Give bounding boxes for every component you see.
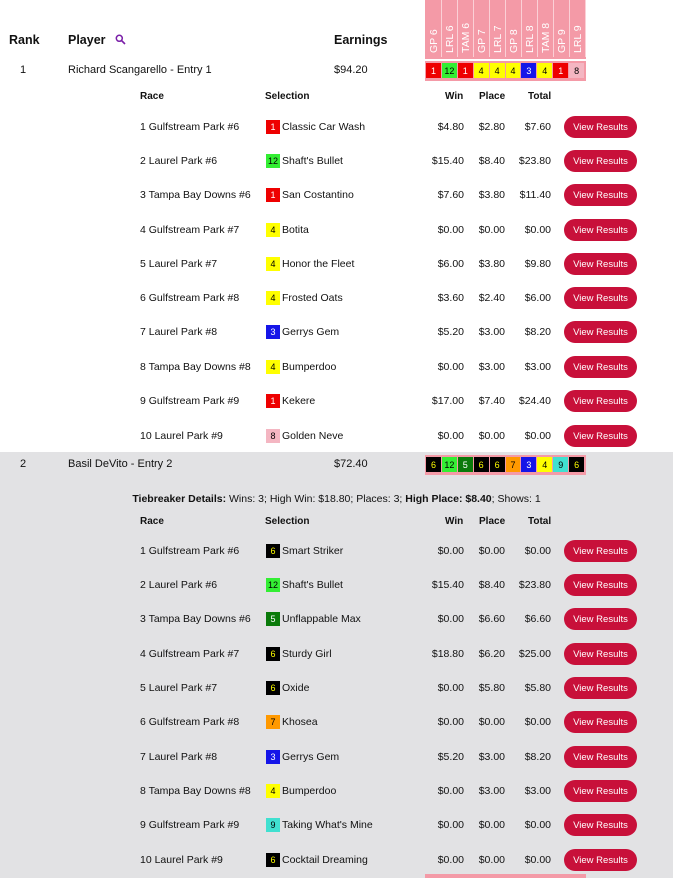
horse-name: Honor the Fleet xyxy=(282,258,355,270)
win-amount: $18.80 xyxy=(431,648,464,660)
win-amount: $0.00 xyxy=(437,613,464,625)
win-amount: $0.00 xyxy=(437,361,464,373)
race-result-row xyxy=(0,390,673,412)
entry-picks xyxy=(425,455,586,475)
entry-rank: 2 xyxy=(20,458,27,470)
selection xyxy=(266,612,361,626)
pick-number-badge: 4 xyxy=(490,63,505,78)
selection-number-badge: 9 xyxy=(266,818,280,832)
view-results-button[interactable]: View Results xyxy=(564,390,637,412)
entry-player-name: Richard Scangarello - Entry 1 xyxy=(68,64,212,76)
view-results-button[interactable]: View Results xyxy=(564,184,637,206)
race-header xyxy=(490,0,506,57)
race-result-row xyxy=(0,116,673,138)
selection-number-badge: 8 xyxy=(266,429,280,443)
view-results-button[interactable]: View Results xyxy=(564,116,637,138)
selection-number-badge: 4 xyxy=(266,784,280,798)
view-results-button[interactable]: View Results xyxy=(564,643,637,665)
win-amount: $15.40 xyxy=(431,579,464,591)
place-column-label: Place xyxy=(479,91,506,102)
race-name: 1 Gulfstream Park #6 xyxy=(140,545,240,557)
race-result-row xyxy=(0,677,673,699)
race-details-header xyxy=(0,91,673,105)
selection-number-badge: 1 xyxy=(266,120,280,134)
entry-player-name: Basil DeVito - Entry 2 xyxy=(68,458,173,470)
total-amount: $3.00 xyxy=(524,785,551,797)
selection xyxy=(266,325,339,339)
selection xyxy=(266,818,373,832)
pick-number-badge: 12 xyxy=(442,457,457,472)
race-name: 4 Gulfstream Park #7 xyxy=(140,224,240,236)
horse-name: Khosea xyxy=(282,716,318,728)
selection-number-badge: 1 xyxy=(266,394,280,408)
view-results-button[interactable]: View Results xyxy=(564,321,637,343)
total-amount: $8.20 xyxy=(524,751,551,763)
selection xyxy=(266,291,343,305)
place-amount: $0.00 xyxy=(478,545,505,557)
race-name: 8 Tampa Bay Downs #8 xyxy=(140,361,251,373)
selection-number-badge: 3 xyxy=(266,325,280,339)
race-header-label: TAM 8 xyxy=(539,22,552,53)
view-results-button[interactable]: View Results xyxy=(564,219,637,241)
total-amount: $7.60 xyxy=(524,121,551,133)
race-header xyxy=(442,0,458,57)
race-name: 5 Laurel Park #7 xyxy=(140,258,218,270)
total-amount: $0.00 xyxy=(524,545,551,557)
view-results-button[interactable]: View Results xyxy=(564,746,637,768)
pick-number-badge: 6 xyxy=(569,457,584,472)
win-amount: $6.00 xyxy=(437,258,464,270)
win-amount: $4.80 xyxy=(437,121,464,133)
pick-number-badge: 12 xyxy=(442,63,457,78)
win-amount: $0.00 xyxy=(437,224,464,236)
view-results-button[interactable]: View Results xyxy=(564,253,637,275)
horse-name: Shaft's Bullet xyxy=(282,155,343,167)
entry-summary-row[interactable] xyxy=(0,455,673,475)
tiebreaker-label: Tiebreaker Details: xyxy=(132,493,227,505)
race-result-row xyxy=(0,253,673,275)
entry-earnings: $72.40 xyxy=(334,458,368,470)
race-result-row xyxy=(0,184,673,206)
horse-name: Oxide xyxy=(282,682,310,694)
race-result-row xyxy=(0,780,673,802)
earnings-column-header[interactable]: Earnings xyxy=(334,33,388,47)
selection-column-label: Selection xyxy=(265,91,310,102)
selection-number-badge: 6 xyxy=(266,647,280,661)
pick-number-badge: 4 xyxy=(537,63,552,78)
race-result-row xyxy=(0,608,673,630)
player-column-label: Player xyxy=(68,33,106,47)
race-details-header xyxy=(0,516,673,530)
place-amount: $3.80 xyxy=(478,189,505,201)
view-results-button[interactable]: View Results xyxy=(564,677,637,699)
horse-name: Frosted Oats xyxy=(282,292,343,304)
selection xyxy=(266,647,332,661)
total-amount: $0.00 xyxy=(524,819,551,831)
win-amount: $7.60 xyxy=(437,189,464,201)
horse-name: Golden Neve xyxy=(282,430,344,442)
view-results-button[interactable]: View Results xyxy=(564,780,637,802)
pick-number-badge: 8 xyxy=(569,63,584,78)
leaderboard-entry xyxy=(0,59,673,452)
total-amount: $6.60 xyxy=(524,613,551,625)
selection-number-badge: 12 xyxy=(267,156,278,166)
place-amount: $2.80 xyxy=(478,121,505,133)
total-amount: $0.00 xyxy=(524,224,551,236)
tiebreaker-details xyxy=(0,493,673,505)
view-results-button[interactable]: View Results xyxy=(564,849,637,871)
selection xyxy=(266,784,336,798)
pick-number-badge: 9 xyxy=(553,457,568,472)
race-header xyxy=(426,0,442,57)
total-amount: $3.00 xyxy=(524,361,551,373)
total-amount: $6.00 xyxy=(524,292,551,304)
race-name: 5 Laurel Park #7 xyxy=(140,682,218,694)
race-name: 2 Laurel Park #6 xyxy=(140,155,218,167)
place-amount: $0.00 xyxy=(478,819,505,831)
race-header xyxy=(506,0,522,57)
total-column-label: Total xyxy=(528,91,552,102)
total-amount: $0.00 xyxy=(524,430,551,442)
entry-rank: 1 xyxy=(20,64,27,76)
race-header xyxy=(458,0,474,57)
total-amount: $25.00 xyxy=(518,648,551,660)
total-amount: $9.80 xyxy=(524,258,551,270)
win-amount: $3.60 xyxy=(437,292,464,304)
win-amount: $5.20 xyxy=(437,326,464,338)
pick-number-badge: 1 xyxy=(426,63,441,78)
horse-name: Classic Car Wash xyxy=(282,121,366,133)
race-name: 1 Gulfstream Park #6 xyxy=(140,121,240,133)
horse-name: Cocktail Dreaming xyxy=(282,854,368,866)
race-header-label: TAM 6 xyxy=(459,22,472,53)
race-result-row xyxy=(0,711,673,733)
selection xyxy=(266,681,309,695)
view-results-button[interactable]: View Results xyxy=(564,540,637,562)
race-result-row xyxy=(0,356,673,378)
selection-number-badge: 5 xyxy=(266,612,280,626)
selection xyxy=(266,257,354,271)
view-results-button[interactable]: View Results xyxy=(564,814,637,836)
selection-number-badge: 12 xyxy=(267,580,278,590)
race-name: 7 Laurel Park #8 xyxy=(140,326,218,338)
win-column-label: Win xyxy=(445,91,464,102)
pick-number-badge: 4 xyxy=(474,63,489,78)
race-result-row xyxy=(0,746,673,768)
place-column-label: Place xyxy=(479,516,506,527)
win-amount: $0.00 xyxy=(437,819,464,831)
selection-number-badge: 4 xyxy=(266,257,280,271)
race-header-label: GP 7 xyxy=(475,29,488,53)
race-result-row xyxy=(0,150,673,172)
view-results-button[interactable]: View Results xyxy=(564,287,637,309)
win-amount: $0.00 xyxy=(437,545,464,557)
race-header xyxy=(554,0,570,57)
horse-name: Sturdy Girl xyxy=(282,648,332,660)
view-results-button[interactable]: View Results xyxy=(564,574,637,596)
race-result-row xyxy=(0,425,673,447)
race-result-row xyxy=(0,540,673,562)
horse-name: Kekere xyxy=(282,395,316,407)
win-amount: $0.00 xyxy=(437,682,464,694)
view-results-button[interactable]: View Results xyxy=(564,356,637,378)
race-result-row xyxy=(0,643,673,665)
selection xyxy=(266,750,339,764)
race-name: 8 Tampa Bay Downs #8 xyxy=(140,785,251,797)
pick-number-badge: 1 xyxy=(458,63,473,78)
race-column-headers xyxy=(425,0,586,57)
total-amount: $0.00 xyxy=(524,716,551,728)
race-column-label: Race xyxy=(140,516,164,527)
entry-earnings: $94.20 xyxy=(334,64,368,76)
place-amount: $3.00 xyxy=(478,361,505,373)
selection xyxy=(266,394,315,408)
place-amount: $5.80 xyxy=(478,682,505,694)
selection-number-badge: 7 xyxy=(266,715,280,729)
race-result-row xyxy=(0,574,673,596)
pick-number-badge: 4 xyxy=(506,63,521,78)
pick-number-badge: 3 xyxy=(521,457,536,472)
leaderboard-header xyxy=(0,0,673,58)
tiebreaker-high-place: High Place: $8.40 xyxy=(405,493,492,505)
race-header-label: GP 8 xyxy=(507,29,520,53)
horse-name: Unflappable Max xyxy=(282,613,361,625)
horse-name: Taking What's Mine xyxy=(282,819,373,831)
place-amount: $0.00 xyxy=(478,224,505,236)
race-name: 7 Laurel Park #8 xyxy=(140,751,218,763)
race-name: 3 Tampa Bay Downs #6 xyxy=(140,189,251,201)
leaderboard-entry xyxy=(0,452,673,878)
total-amount: $24.40 xyxy=(518,395,551,407)
selection-number-badge: 4 xyxy=(266,291,280,305)
selection-number-badge: 6 xyxy=(266,681,280,695)
place-amount: $6.20 xyxy=(478,648,505,660)
race-header-label: GP 6 xyxy=(427,29,440,53)
player-column-header[interactable] xyxy=(68,33,126,48)
race-header xyxy=(570,0,586,57)
tiebreaker-shows: ; Shows: 1 xyxy=(491,493,541,505)
pick-number-badge: 3 xyxy=(521,63,536,78)
total-amount: $8.20 xyxy=(524,326,551,338)
race-result-row xyxy=(0,219,673,241)
place-amount: $3.00 xyxy=(478,751,505,763)
win-amount: $0.00 xyxy=(437,854,464,866)
win-amount: $17.00 xyxy=(431,395,464,407)
race-header-label: LRL 8 xyxy=(523,25,536,53)
pick-number-badge: 4 xyxy=(537,457,552,472)
race-name: 6 Gulfstream Park #8 xyxy=(140,716,240,728)
race-name: 4 Gulfstream Park #7 xyxy=(140,648,240,660)
selection-column-label: Selection xyxy=(265,516,310,527)
horse-name: Bumperdoo xyxy=(282,785,337,797)
place-amount: $0.00 xyxy=(478,716,505,728)
total-amount: $23.80 xyxy=(518,155,551,167)
pick-number-badge: 5 xyxy=(458,457,473,472)
place-amount: $0.00 xyxy=(478,430,505,442)
selection-number-badge: 3 xyxy=(266,750,280,764)
selection xyxy=(266,360,336,374)
selection xyxy=(266,223,309,237)
race-header-label: LRL 9 xyxy=(571,25,584,53)
tiebreaker-wins: Wins: 3; High Win: $18.80; Places: 3; xyxy=(226,493,406,505)
pick-number-badge: 6 xyxy=(426,457,441,472)
place-amount: $6.60 xyxy=(478,613,505,625)
picks-strip xyxy=(425,874,586,878)
selection xyxy=(266,188,354,202)
race-name: 10 Laurel Park #9 xyxy=(140,430,223,442)
horse-name: Smart Striker xyxy=(282,545,344,557)
total-amount: $23.80 xyxy=(518,579,551,591)
win-amount: $0.00 xyxy=(437,430,464,442)
race-result-row xyxy=(0,321,673,343)
total-column-label: Total xyxy=(528,516,552,527)
race-name: 9 Gulfstream Park #9 xyxy=(140,819,240,831)
race-header xyxy=(522,0,538,57)
pick-number-badge: 6 xyxy=(474,457,489,472)
entry-summary-row[interactable] xyxy=(0,61,673,81)
race-result-row xyxy=(0,814,673,836)
selection-number-badge: 6 xyxy=(266,853,280,867)
selection xyxy=(266,715,318,729)
win-amount: $15.40 xyxy=(431,155,464,167)
total-amount: $11.40 xyxy=(519,189,551,201)
selection xyxy=(266,544,343,558)
selection xyxy=(266,853,368,867)
horse-name: San Costantino xyxy=(282,189,354,201)
place-amount: $8.40 xyxy=(478,155,505,167)
pick-number-badge: 6 xyxy=(490,457,505,472)
race-name: 6 Gulfstream Park #8 xyxy=(140,292,240,304)
pick-number-badge: 1 xyxy=(553,63,568,78)
selection-number-badge: 4 xyxy=(266,223,280,237)
selection xyxy=(266,429,343,443)
place-amount: $7.40 xyxy=(478,395,505,407)
selection xyxy=(266,154,343,168)
place-amount: $3.00 xyxy=(478,785,505,797)
horse-name: Shaft's Bullet xyxy=(282,579,343,591)
place-amount: $8.40 xyxy=(478,579,505,591)
view-results-button[interactable]: View Results xyxy=(564,711,637,733)
horse-name: Bumperdoo xyxy=(282,361,337,373)
win-amount: $5.20 xyxy=(437,751,464,763)
race-name: 2 Laurel Park #6 xyxy=(140,579,218,591)
search-icon[interactable] xyxy=(115,34,126,48)
race-name: 9 Gulfstream Park #9 xyxy=(140,395,240,407)
race-result-row xyxy=(0,287,673,309)
view-results-button[interactable]: View Results xyxy=(564,150,637,172)
view-results-button[interactable]: View Results xyxy=(564,425,637,447)
selection-number-badge: 4 xyxy=(266,360,280,374)
race-header-label: LRL 6 xyxy=(443,25,456,53)
selection-number-badge: 6 xyxy=(266,544,280,558)
race-column-label: Race xyxy=(140,91,164,102)
win-amount: $0.00 xyxy=(437,716,464,728)
race-result-row xyxy=(0,849,673,871)
race-header xyxy=(474,0,490,57)
horse-name: Gerrys Gem xyxy=(282,751,340,763)
win-column-label: Win xyxy=(445,516,464,527)
race-header xyxy=(538,0,554,57)
entry-picks xyxy=(425,61,586,81)
total-amount: $0.00 xyxy=(524,854,551,866)
place-amount: $2.40 xyxy=(478,292,505,304)
selection xyxy=(266,120,365,134)
win-amount: $0.00 xyxy=(437,785,464,797)
place-amount: $3.80 xyxy=(478,258,505,270)
race-header-label: GP 9 xyxy=(555,29,568,53)
pick-number-badge: 7 xyxy=(506,457,521,472)
place-amount: $0.00 xyxy=(478,854,505,866)
race-name: 10 Laurel Park #9 xyxy=(140,854,223,866)
selection xyxy=(266,578,343,592)
total-amount: $5.80 xyxy=(524,682,551,694)
horse-name: Gerrys Gem xyxy=(282,326,340,338)
race-name: 3 Tampa Bay Downs #6 xyxy=(140,613,251,625)
race-header-label: LRL 7 xyxy=(491,25,504,53)
horse-name: Botita xyxy=(282,224,309,236)
selection-number-badge: 1 xyxy=(266,188,280,202)
place-amount: $3.00 xyxy=(478,326,505,338)
rank-column-header[interactable]: Rank xyxy=(9,33,40,47)
view-results-button[interactable]: View Results xyxy=(564,608,637,630)
